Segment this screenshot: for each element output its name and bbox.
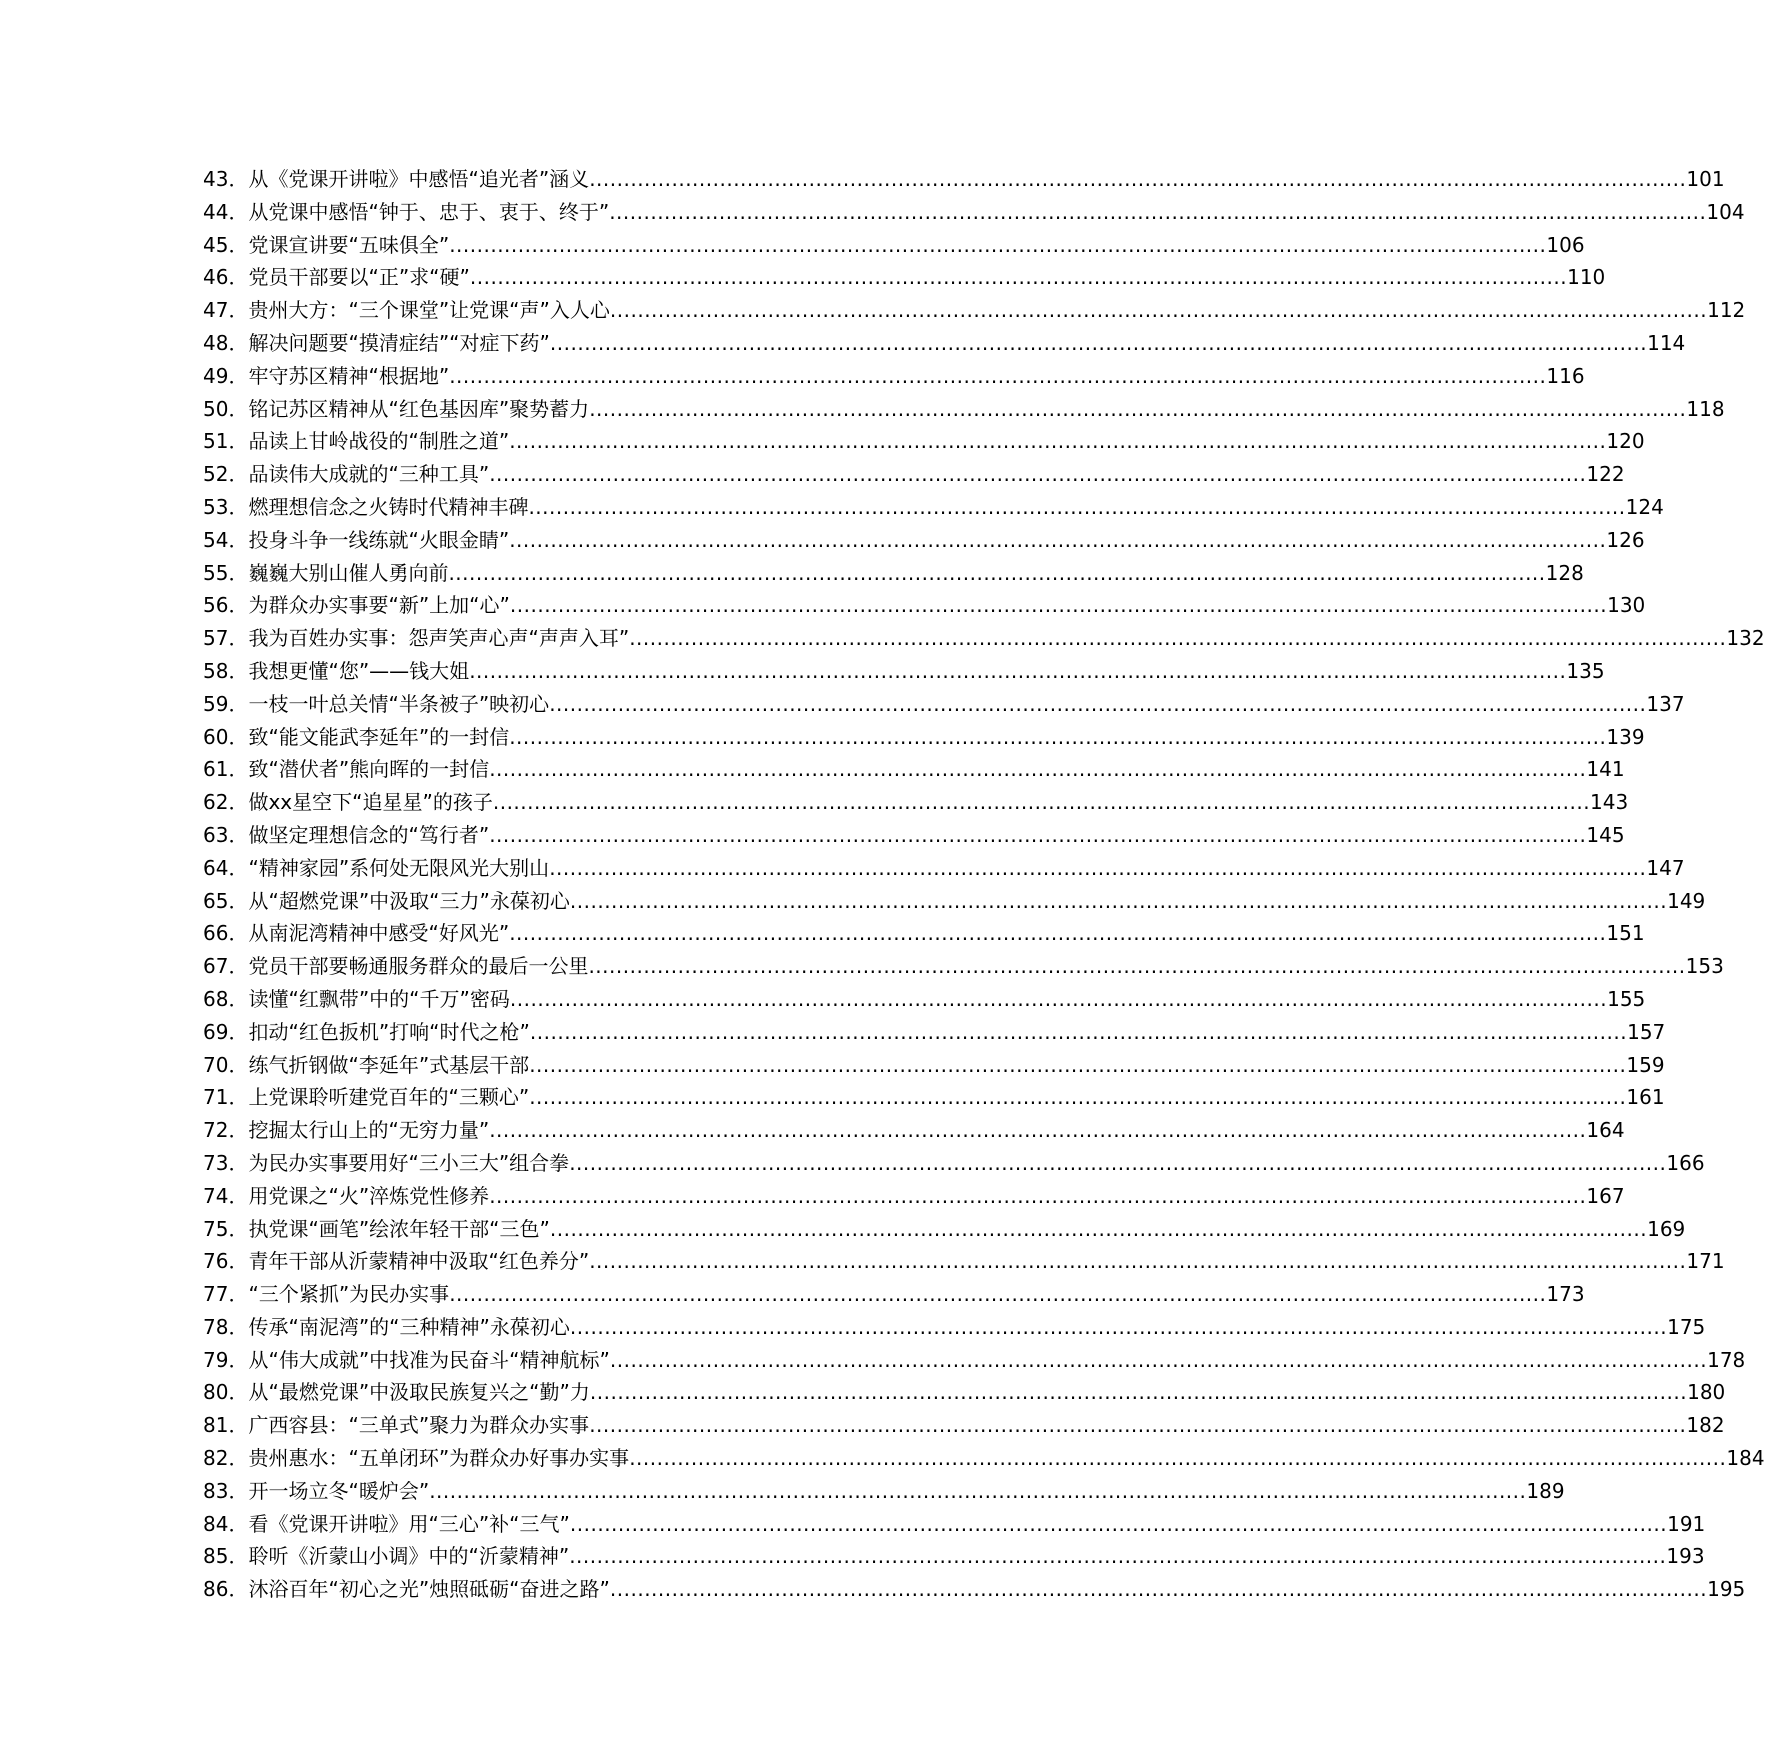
toc-entry-page: 122 (1586, 462, 1625, 487)
toc-entry-title: 做坚定理想信念的“笃行者” (248, 822, 490, 847)
toc-entry[interactable] (203, 360, 1585, 393)
toc-entry-title: 从《党课开讲啦》中感悟“追光者”涵义 (248, 167, 590, 191)
toc-entry-page: 145 (1586, 822, 1625, 847)
toc-entry[interactable] (203, 1442, 1765, 1475)
toc-entry[interactable] (203, 688, 1685, 721)
toc-entry-number: 80． (203, 1380, 249, 1405)
toc-entry-title: 传承“南泥湾”的“三种精神”永葆初心 (248, 1314, 570, 1339)
toc-entry[interactable] (203, 1475, 1565, 1508)
toc-entry-title: 从“超燃党课”中汲取“三力”永葆初心 (248, 888, 570, 913)
toc-entry-number: 51． (203, 429, 249, 454)
toc-entry-title: 品读上甘岭战役的“制胜之道” (248, 429, 510, 454)
toc-entry-title: “精神家园”系何处无限风光大别山 (248, 855, 550, 880)
toc-entry-page: 166 (1666, 1150, 1705, 1175)
toc-entry[interactable] (203, 294, 1746, 327)
toc-entry-title: 看《党课开讲啦》用“三心”补“三气” (248, 1511, 570, 1536)
toc-entry-number: 85． (203, 1544, 249, 1569)
toc-entry-title: 为民办实事要用好“三小三大”组合拳 (248, 1150, 570, 1175)
toc-entry[interactable] (203, 885, 1706, 918)
toc-entry-number: 77． (203, 1282, 249, 1307)
toc-entry[interactable] (203, 524, 1645, 557)
toc-dot-leader: ................................................................................................................................................................ (449, 363, 1547, 388)
toc-entry-number: 45． (203, 232, 249, 257)
toc-entry-number: 65． (203, 888, 249, 913)
toc-entry-page: 143 (1590, 790, 1629, 815)
toc-dot-leader: ................................................................................................................................................................ (489, 462, 1587, 487)
toc-entry-title: 广西容县：“三单式”聚力为群众办实事 (248, 1413, 590, 1438)
toc-dot-leader: ................................................................................................................................................................ (492, 790, 1591, 815)
toc-entry-title: 开一场立冬“暖炉会” (248, 1478, 430, 1503)
toc-entry-page: 193 (1666, 1544, 1705, 1569)
toc-entry[interactable] (203, 983, 1646, 1016)
toc-entry-title: 燃理想信念之火铸时代精神丰碑 (248, 494, 529, 519)
toc-entry[interactable] (203, 1540, 1705, 1573)
toc-dot-leader: ................................................................................................................................................................ (449, 1282, 1547, 1307)
toc-dot-leader: ................................................................................................................................................................ (489, 1118, 1587, 1143)
toc-entry-page: 120 (1606, 429, 1645, 454)
toc-entry-number: 82． (203, 1446, 249, 1471)
toc-entry-number: 54． (203, 527, 249, 552)
toc-dot-leader: ................................................................................................................................................................ (429, 1478, 1527, 1503)
toc-dot-leader: ................................................................................................................................................................ (589, 1380, 1688, 1405)
toc-entry-title: 用党课之“火”淬炼党性修养 (248, 1183, 490, 1208)
toc-dot-leader: ................................................................................................................................................................ (629, 626, 1727, 651)
toc-entry-page: 180 (1687, 1380, 1726, 1405)
toc-dot-leader: ................................................................................................................................................................ (509, 986, 1608, 1011)
toc-dot-leader: ................................................................................................................................................................ (589, 396, 1687, 421)
toc-entry-number: 56． (203, 593, 249, 618)
toc-entry-page: 114 (1647, 330, 1686, 355)
toc-dot-leader: ................................................................................................................................................................ (569, 888, 1668, 913)
toc-dot-leader: ................................................................................................................................................................ (529, 1019, 1628, 1044)
toc-entry[interactable] (203, 1409, 1725, 1442)
toc-dot-leader: ................................................................................................................................................................ (609, 298, 1708, 323)
toc-dot-leader: ................................................................................................................................................................ (529, 1052, 1627, 1077)
toc-entry-number: 50． (203, 396, 249, 421)
toc-entry-number: 49． (203, 363, 249, 388)
toc-entry[interactable] (203, 196, 1745, 229)
toc-entry[interactable] (203, 721, 1645, 754)
toc-entry-title: 为群众办实事要“新”上加“心” (248, 593, 510, 618)
toc-dot-leader: ................................................................................................................................................................ (589, 167, 1687, 191)
toc-entry[interactable] (203, 163, 1725, 196)
toc-entry-number: 44． (203, 199, 249, 224)
toc-entry-title: 扣动“红色扳机”打响“时代之枪” (248, 1019, 530, 1044)
toc-entry-page: 164 (1586, 1118, 1625, 1143)
toc-entry-number: 70． (203, 1052, 249, 1077)
toc-entry-title: 铭记苏区精神从“红色基因库”聚势蓄力 (248, 396, 590, 421)
toc-entry[interactable] (203, 1344, 1746, 1377)
toc-entry-number: 66． (203, 921, 249, 946)
toc-entry-title: 从南泥湾精神中感受“好风光” (248, 921, 510, 946)
toc-entry-page: 149 (1667, 888, 1706, 913)
toc-entry-number: 79． (203, 1347, 249, 1372)
toc-entry-page: 189 (1526, 1478, 1565, 1503)
toc-entry[interactable] (203, 1180, 1625, 1213)
toc-entry[interactable] (203, 1016, 1666, 1049)
toc-entry-page: 151 (1606, 921, 1645, 946)
toc-entry-page: 171 (1686, 1249, 1725, 1274)
toc-entry-page: 141 (1586, 757, 1625, 782)
toc-entry-title: 沐浴百年“初心之光”烛照砥砺“奋进之路” (248, 1577, 610, 1602)
toc-entry[interactable] (203, 229, 1585, 262)
toc-entry-title: 党员干部要畅通服务群众的最后一公里 (248, 954, 589, 979)
toc-entry-page: 191 (1667, 1511, 1706, 1536)
toc-entry-page: 110 (1567, 265, 1606, 290)
toc-entry[interactable] (203, 1147, 1705, 1180)
toc-entry-title: 投身斗争一线练就“火眼金睛” (248, 527, 510, 552)
toc-dot-leader: ................................................................................................................................................................ (549, 330, 1648, 355)
toc-entry-number: 68． (203, 986, 249, 1011)
toc-entry-number: 69． (203, 1019, 249, 1044)
toc-dot-leader: ................................................................................................................................................................ (449, 232, 1547, 257)
toc-entry-page: 118 (1686, 396, 1725, 421)
toc-dot-leader: ................................................................................................................................................................ (549, 1216, 1648, 1241)
toc-dot-leader: ................................................................................................................................................................ (509, 921, 1607, 946)
toc-dot-leader: ................................................................................................................................................................ (569, 1544, 1667, 1569)
toc-entry-title: 挖掘太行山上的“无穷力量” (248, 1118, 490, 1143)
toc-entry[interactable] (203, 1213, 1686, 1246)
toc-entry[interactable] (203, 1573, 1746, 1606)
toc-entry[interactable] (203, 950, 1724, 983)
toc-entry-title: 执党课“画笔”绘浓年轻干部“三色” (248, 1216, 550, 1241)
toc-entry[interactable] (203, 1376, 1726, 1409)
toc-entry-title: 做xx星空下“追星星”的孩子 (248, 790, 493, 815)
toc-entry[interactable] (203, 261, 1606, 294)
toc-dot-leader: ................................................................................................................................................................ (528, 494, 1626, 519)
toc-dot-leader: ................................................................................................................................................................ (588, 954, 1686, 979)
toc-entry[interactable] (203, 852, 1685, 885)
toc-entry[interactable] (203, 917, 1645, 950)
toc-entry-number: 62． (203, 790, 249, 815)
toc-entry-number: 64． (203, 855, 249, 880)
toc-entry-page: 104 (1706, 199, 1745, 224)
toc-entry[interactable] (203, 1049, 1665, 1082)
toc-dot-leader: ................................................................................................................................................................ (489, 1183, 1587, 1208)
toc-entry-page: 106 (1546, 232, 1585, 257)
toc-entry-page: 137 (1646, 691, 1685, 716)
toc-entry-number: 61． (203, 757, 249, 782)
toc-entry-title: 贵州大方：“三个课堂”让党课“声”入人心 (248, 298, 610, 323)
toc-entry-page: 139 (1606, 724, 1645, 749)
toc-entry-title: 致“潜伏者”熊向晖的一封信 (248, 757, 490, 782)
toc-entry-page: 126 (1606, 527, 1645, 552)
toc-entry[interactable] (203, 622, 1765, 655)
toc-entry-number: 63． (203, 822, 249, 847)
toc-entry-page: 132 (1726, 626, 1765, 651)
toc-dot-leader: ................................................................................................................................................................ (509, 429, 1607, 454)
toc-entry-page: 116 (1546, 363, 1585, 388)
toc-dot-leader: ................................................................................................................................................................ (569, 1150, 1667, 1175)
toc-dot-leader: ................................................................................................................................................................ (448, 560, 1546, 585)
toc-entry-number: 73． (203, 1150, 249, 1175)
toc-dot-leader: ................................................................................................................................................................ (469, 265, 1568, 290)
toc-entry-title: 一枝一叶总关情“半条被子”映初心 (248, 691, 550, 716)
toc-dot-leader: ................................................................................................................................................................ (509, 527, 1607, 552)
toc-entry-page: 195 (1707, 1577, 1746, 1602)
toc-entry-page: 169 (1647, 1216, 1686, 1241)
toc-entry-title: 党员干部要以“正”求“硬” (248, 265, 470, 290)
toc-dot-leader: ................................................................................................................................................................ (529, 1085, 1627, 1110)
toc-entry[interactable] (203, 1278, 1585, 1311)
toc-entry-title: 从党课中感悟“钟于、忠于、衷于、终于” (248, 199, 610, 224)
toc-entry-page: 184 (1726, 1446, 1765, 1471)
toc-entry-number: 78． (203, 1314, 249, 1339)
toc-entry-page: 175 (1667, 1314, 1706, 1339)
toc-dot-leader: ................................................................................................................................................................ (549, 691, 1647, 716)
toc-entry-number: 59． (203, 691, 249, 716)
toc-entry-title: 品读伟大成就的“三种工具” (248, 462, 490, 487)
toc-entry[interactable] (203, 819, 1625, 852)
toc-entry-number: 72． (203, 1118, 249, 1143)
toc-entry-page: 167 (1586, 1183, 1625, 1208)
toc-dot-leader: ................................................................................................................................................................ (469, 658, 1567, 683)
toc-entry-title: 从“伟大成就”中找准为民奋斗“精神航标” (248, 1347, 610, 1372)
toc-dot-leader: ................................................................................................................................................................ (489, 822, 1587, 847)
toc-entry-page: 130 (1607, 593, 1646, 618)
toc-entry-page: 147 (1646, 855, 1685, 880)
toc-entry-page: 157 (1627, 1019, 1666, 1044)
toc-entry-page: 155 (1607, 986, 1646, 1011)
toc-entry-number: 84． (203, 1511, 249, 1536)
toc-entry-number: 53． (203, 494, 249, 519)
table-of-contents (203, 163, 1765, 1606)
toc-dot-leader: ................................................................................................................................................................ (589, 1249, 1687, 1274)
toc-entry-page: 173 (1546, 1282, 1585, 1307)
toc-entry-number: 86． (203, 1577, 249, 1602)
toc-entry-number: 60． (203, 724, 249, 749)
toc-entry-title: 牢守苏区精神“根据地” (248, 363, 450, 388)
toc-entry[interactable] (203, 1114, 1625, 1147)
toc-dot-leader: ................................................................................................................................................................ (489, 757, 1587, 782)
toc-dot-leader: ................................................................................................................................................................ (629, 1446, 1727, 1471)
toc-entry-title: 致“能文能武李延年”的一封信 (248, 724, 510, 749)
toc-entry[interactable] (203, 1311, 1706, 1344)
toc-entry-title: 我为百姓办实事：怨声笑声心声“声声入耳” (248, 626, 630, 651)
toc-entry[interactable] (203, 1081, 1665, 1114)
toc-entry-number: 43． (203, 167, 249, 191)
toc-dot-leader: ................................................................................................................................................................ (509, 724, 1607, 749)
toc-entry-title: 从“最燃党课”中汲取民族复兴之“勤”力 (248, 1380, 590, 1405)
toc-entry-title: 青年干部从沂蒙精神中汲取“红色养分” (248, 1249, 590, 1274)
toc-entry-number: 67． (203, 954, 249, 979)
toc-entry-number: 48． (203, 330, 249, 355)
toc-entry[interactable] (203, 589, 1646, 622)
toc-entry-number: 75． (203, 1216, 249, 1241)
toc-entry[interactable] (203, 1245, 1725, 1278)
toc-entry-page: 159 (1626, 1052, 1665, 1077)
toc-entry-page: 153 (1685, 954, 1724, 979)
toc-entry-title: 贵州惠水：“五单闭环”为群众办好事办实事 (248, 1446, 630, 1471)
toc-dot-leader: ................................................................................................................................................................ (549, 855, 1647, 880)
toc-entry-title: 读懂“红飘带”中的“千万”密码 (248, 986, 510, 1011)
toc-entry[interactable] (203, 393, 1725, 426)
toc-entry[interactable] (203, 786, 1629, 819)
toc-entry-title: 解决问题要“摸清症结”“对症下药” (248, 330, 550, 355)
toc-entry-title: 聆听《沂蒙山小调》中的“沂蒙精神” (248, 1544, 570, 1569)
toc-dot-leader: ................................................................................................................................................................ (609, 1577, 1708, 1602)
toc-entry[interactable] (203, 491, 1664, 524)
toc-entry[interactable] (203, 753, 1625, 786)
toc-entry-number: 58． (203, 658, 249, 683)
toc-dot-leader: ................................................................................................................................................................ (609, 199, 1707, 224)
toc-entry-page: 178 (1707, 1347, 1746, 1372)
toc-entry[interactable] (203, 1508, 1706, 1541)
toc-entry-title: 我想更懂“您”——钱大姐 (248, 658, 470, 683)
toc-entry-number: 46． (203, 265, 249, 290)
toc-entry-page: 112 (1707, 298, 1746, 323)
toc-entry-title: 党课宣讲要“五味俱全” (248, 232, 450, 257)
toc-entry-title: “三个紧抓”为民办实事 (248, 1282, 450, 1307)
toc-entry-number: 57． (203, 626, 249, 651)
toc-entry[interactable] (203, 327, 1686, 360)
toc-entry[interactable] (203, 557, 1584, 590)
toc-entry-page: 124 (1625, 494, 1664, 519)
toc-entry-page: 135 (1566, 658, 1605, 683)
toc-dot-leader: ................................................................................................................................................................ (589, 1413, 1687, 1438)
toc-entry-page: 128 (1545, 560, 1584, 585)
toc-entry-number: 76． (203, 1249, 249, 1274)
toc-entry-page: 182 (1686, 1413, 1725, 1438)
toc-entry-number: 55． (203, 560, 249, 585)
toc-entry[interactable] (203, 425, 1645, 458)
toc-entry[interactable] (203, 655, 1605, 688)
toc-entry-number: 81． (203, 1413, 249, 1438)
toc-entry-number: 47． (203, 298, 249, 323)
toc-dot-leader: ................................................................................................................................................................ (609, 1347, 1708, 1372)
toc-entry-title: 上党课聆听建党百年的“三颗心” (248, 1085, 530, 1110)
toc-entry-page: 161 (1626, 1085, 1665, 1110)
toc-entry[interactable] (203, 458, 1625, 491)
toc-dot-leader: ................................................................................................................................................................ (569, 1314, 1668, 1339)
toc-entry-number: 74． (203, 1183, 249, 1208)
toc-entry-page: 101 (1686, 167, 1725, 191)
toc-dot-leader: ................................................................................................................................................................ (569, 1511, 1668, 1536)
toc-dot-leader: ................................................................................................................................................................ (509, 593, 1608, 618)
toc-entry-title: 巍巍大别山催人勇向前 (248, 560, 449, 585)
toc-entry-number: 83． (203, 1478, 249, 1503)
toc-entry-number: 52． (203, 462, 249, 487)
toc-entry-number: 71． (203, 1085, 249, 1110)
toc-entry-title: 练气折钢做“李延年”式基层干部 (248, 1052, 530, 1077)
